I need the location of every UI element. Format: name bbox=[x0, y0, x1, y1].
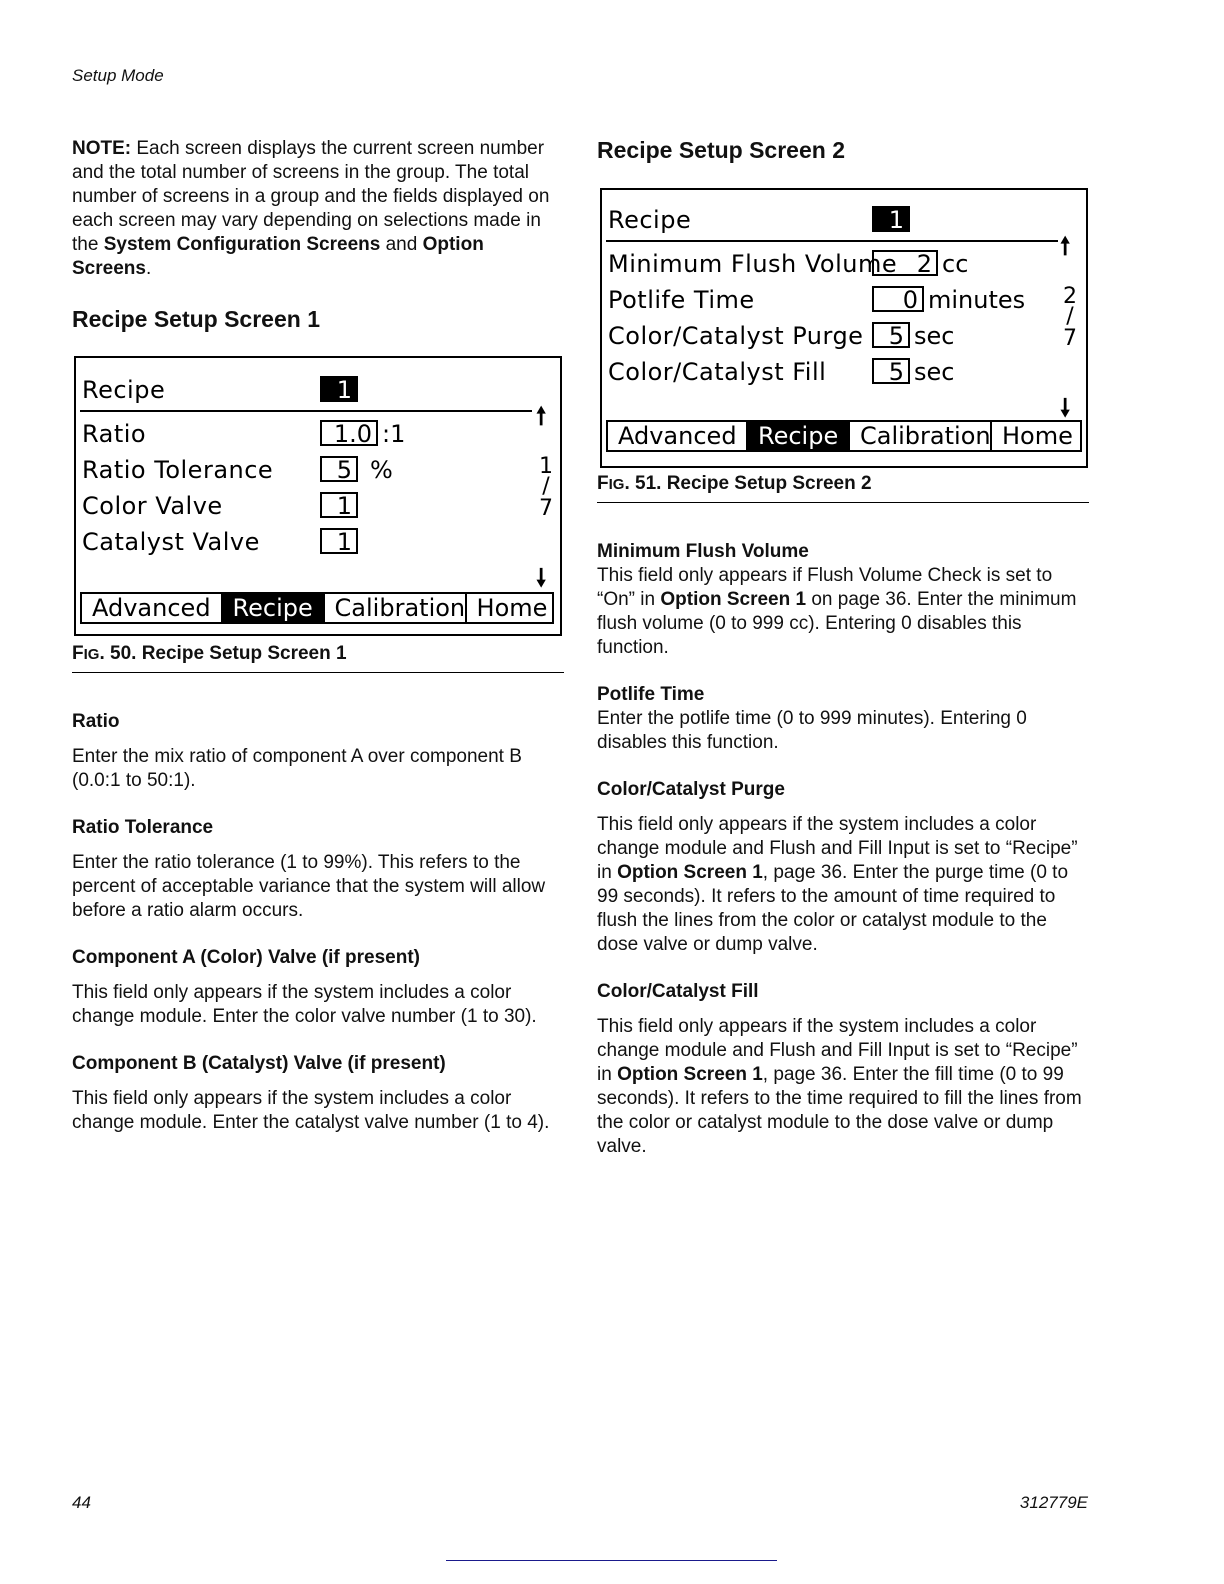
document-number: 312779E bbox=[1019, 1493, 1088, 1512]
note-text: and bbox=[380, 234, 423, 255]
section-title-ratio-tolerance: Ratio Tolerance bbox=[72, 817, 214, 838]
section-body-potlife-time bbox=[597, 707, 1087, 755]
lcd-screen-1 bbox=[74, 356, 562, 636]
figure-51-caption bbox=[597, 473, 872, 495]
field-label: Ratio Tolerance bbox=[82, 456, 274, 484]
recipe-row bbox=[608, 204, 1068, 236]
catalyst-valve-input[interactable]: 1 bbox=[320, 528, 358, 554]
section-title-potlife-time: Potlife Time bbox=[597, 684, 705, 705]
section-body-catalyst-valve: This field only appears if the system includes a color change module. Enter the catalyst valve number (1 to 4). bbox=[72, 1088, 550, 1133]
ratio-tolerance-input[interactable]: 5 bbox=[320, 456, 358, 482]
potlife-time-input[interactable]: 0 bbox=[872, 286, 924, 312]
section-body-color-catalyst-purge bbox=[597, 813, 1087, 957]
caption-fig: FIG bbox=[72, 643, 100, 664]
field-label: Minimum Flush Volume bbox=[608, 250, 898, 278]
scroll-down-arrow-icon[interactable]: 🠗 bbox=[536, 564, 547, 592]
body-text: This field only appears if the system includes a color change module and Flush and Fill Input is set to “Recipe” in bbox=[597, 814, 1078, 883]
softkey-bar bbox=[80, 592, 554, 624]
note-label: NOTE: bbox=[72, 138, 132, 159]
field-unit: :1 bbox=[382, 420, 406, 448]
body-text: This field only appears if Flush Volume Check is set to “On” in bbox=[597, 565, 1053, 610]
running-header: Setup Mode bbox=[72, 66, 164, 85]
section-title-catalyst-valve: Component B (Catalyst) Valve (if present) bbox=[72, 1053, 446, 1074]
field-label: Potlife Time bbox=[608, 286, 755, 314]
section-body-color-valve: This field only appears if the system includes a color change module. Enter the color valve number (1 to 30). bbox=[72, 982, 537, 1027]
note-text: . bbox=[145, 258, 152, 279]
recipe-label: Recipe bbox=[82, 376, 166, 404]
field-row-color-valve bbox=[82, 490, 522, 522]
tab-home[interactable]: Home bbox=[476, 594, 548, 622]
tab-calibration[interactable]: Calibration bbox=[325, 594, 467, 622]
lcd-screen-2 bbox=[600, 188, 1088, 468]
right-sections bbox=[597, 540, 1087, 1159]
field-row-min-flush-volume bbox=[608, 248, 1048, 280]
bottom-divider bbox=[446, 1560, 777, 1561]
caption-rule bbox=[72, 672, 564, 673]
color-valve-input[interactable]: 1 bbox=[320, 492, 358, 518]
figure-50-caption bbox=[72, 643, 347, 665]
option-screen-link: Option Screen 1 bbox=[617, 1064, 763, 1085]
body-text: Enter the potlife time (0 to 999 minutes). Entering 0 disables this function. bbox=[597, 708, 1027, 753]
tab-home[interactable]: Home bbox=[1002, 422, 1073, 450]
field-label: Color/Catalyst Purge bbox=[608, 322, 864, 350]
tab-advanced[interactable]: Advanced bbox=[82, 594, 223, 622]
scroll-down-arrow-icon[interactable]: 🠗 bbox=[1060, 394, 1071, 422]
screen1-heading: Recipe Setup Screen 1 bbox=[72, 306, 320, 332]
fill-time-input[interactable]: 5 bbox=[872, 358, 910, 384]
min-flush-volume-input[interactable]: 2 bbox=[872, 250, 938, 276]
field-row-color-catalyst-purge bbox=[608, 320, 1048, 352]
body-text: on page 36. Enter the minimum flush volume (0 to 999 cc). Entering 0 disables this function. bbox=[597, 589, 1077, 658]
body-text: , page 36. Enter the purge time (0 to 99 seconds). It refers to the amount of time required to flush the lines from the color or catalyst module to the dose valve or dump valve. bbox=[597, 862, 1069, 955]
section-title-color-catalyst-fill: Color/Catalyst Fill bbox=[597, 981, 759, 1002]
note-paragraph bbox=[72, 137, 562, 281]
field-label: Color Valve bbox=[82, 492, 223, 520]
caption-text: . 50. Recipe Setup Screen 1 bbox=[99, 643, 347, 664]
section-body-ratio: Enter the mix ratio of component A over component B (0.0:1 to 50:1). bbox=[72, 746, 522, 791]
section-title-color-valve: Component A (Color) Valve (if present) bbox=[72, 947, 421, 968]
note-link-option-screens: Option Screens bbox=[72, 234, 484, 279]
field-label: Color/Catalyst Fill bbox=[608, 358, 827, 386]
page-separator: / bbox=[1066, 304, 1074, 329]
tab-recipe[interactable]: Recipe bbox=[748, 422, 850, 450]
recipe-value-field[interactable]: 1 bbox=[320, 376, 358, 402]
tab-recipe[interactable]: Recipe bbox=[223, 594, 325, 622]
section-title-color-catalyst-purge: Color/Catalyst Purge bbox=[597, 779, 785, 800]
section-body-ratio-tolerance: Enter the ratio tolerance (1 to 99%). This refers to the percent of acceptable variance that the system will allow before a ratio alarm occurs. bbox=[72, 852, 546, 921]
left-sections bbox=[72, 710, 562, 1135]
purge-time-input[interactable]: 5 bbox=[872, 322, 910, 348]
field-unit: sec bbox=[914, 358, 955, 386]
note-text: Each screen displays the current screen number and the total number of screens in the group. The total number of screens in a group and the fields displayed on each screen may vary depending on selections made in the bbox=[72, 138, 550, 255]
tab-advanced[interactable]: Advanced bbox=[608, 422, 748, 450]
field-row-color-catalyst-fill bbox=[608, 356, 1048, 388]
field-unit: cc bbox=[942, 250, 969, 278]
page-total: 7 bbox=[1063, 326, 1077, 351]
section-title-ratio: Ratio bbox=[72, 711, 120, 732]
body-text: This field only appears if the system includes a color change module and Flush and Fill Input is set to “Recipe” in bbox=[597, 1016, 1078, 1085]
recipe-value-field[interactable]: 1 bbox=[872, 206, 910, 232]
page-total: 7 bbox=[539, 496, 553, 521]
field-unit: sec bbox=[914, 322, 955, 350]
field-row-ratio bbox=[82, 418, 522, 450]
page-current: 2 bbox=[1063, 284, 1077, 309]
header-separator bbox=[606, 240, 1058, 242]
field-label: Ratio bbox=[82, 420, 147, 448]
recipe-label: Recipe bbox=[608, 206, 692, 234]
caption-fig: FIG bbox=[597, 473, 625, 494]
tab-calibration[interactable]: Calibration bbox=[850, 422, 992, 450]
field-label: Catalyst Valve bbox=[82, 528, 260, 556]
field-unit: minutes bbox=[928, 286, 1026, 314]
field-unit: % bbox=[370, 456, 393, 484]
note-link-system-config: System Configuration Screens bbox=[103, 234, 381, 255]
header-separator bbox=[80, 410, 532, 412]
section-body-min-flush-volume bbox=[597, 564, 1087, 660]
option-screen-link: Option Screen 1 bbox=[660, 589, 807, 610]
section-title-min-flush-volume: Minimum Flush Volume bbox=[597, 541, 809, 562]
page-separator: / bbox=[542, 474, 550, 499]
recipe-row bbox=[82, 374, 542, 406]
field-row-ratio-tolerance bbox=[82, 454, 522, 486]
softkey-bar bbox=[606, 420, 1082, 452]
scroll-up-arrow-icon[interactable]: 🠕 bbox=[536, 402, 547, 430]
field-row-catalyst-valve bbox=[82, 526, 522, 558]
ratio-input[interactable]: 1.0 bbox=[320, 420, 378, 446]
page-number: 44 bbox=[72, 1493, 91, 1512]
screen2-heading: Recipe Setup Screen 2 bbox=[597, 137, 845, 163]
option-screen-link: Option Screen 1 bbox=[617, 862, 763, 883]
body-text: , page 36. Enter the fill time (0 to 99 seconds). It refers to the time required to fill the lines from the color or catalyst module to the dose valve or dump valve. bbox=[597, 1064, 1082, 1157]
caption-rule bbox=[597, 502, 1089, 503]
section-body-color-catalyst-fill bbox=[597, 1015, 1087, 1159]
field-row-potlife-time bbox=[608, 284, 1048, 316]
page-current: 1 bbox=[539, 454, 553, 479]
scroll-up-arrow-icon[interactable]: 🠕 bbox=[1060, 232, 1071, 260]
caption-text: . 51. Recipe Setup Screen 2 bbox=[624, 473, 872, 494]
